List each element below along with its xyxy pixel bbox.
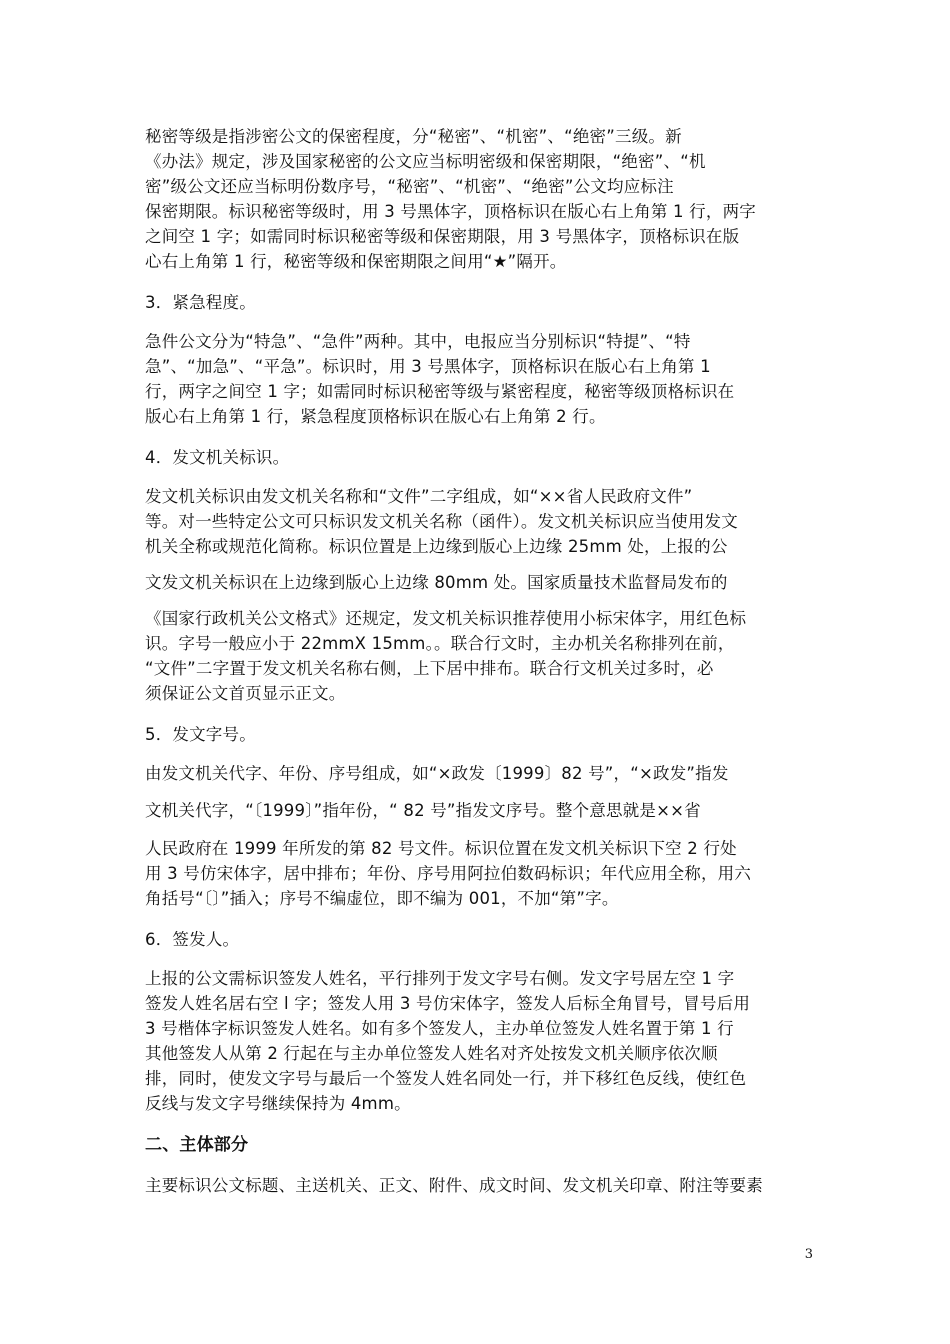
- text-line: 之间空 1 字；如需同时标识秘密等级和保密期限，用 3 号黑体字，顶格标识在版: [145, 227, 740, 246]
- section-heading-main-body: 二、主体部分: [145, 1135, 249, 1155]
- page-number: 3: [804, 1247, 813, 1262]
- text-line: 识。字号一般应小于 22mmX 15mm。。联合行文时，主办机关名称排列在前，: [145, 634, 735, 653]
- text-line: 人民政府在 1999 年所发的第 82 号文件。标识位置在发文机关标识下空 2 行处: [145, 839, 737, 858]
- section-heading-document-number: 5．发文字号。: [145, 725, 256, 744]
- text-line: 《办法》规定，涉及国家秘密的公文应当标明密级和保密期限，“绝密”、“机: [145, 152, 706, 171]
- text-line: 排，同时，使发文字号与最后一个签发人姓名同处一行，并下移红色反线，使红色: [145, 1069, 747, 1088]
- text-line: 发文机关标识由发文机关名称和“文件”二字组成，如“××省人民政府文件”: [145, 487, 693, 506]
- text-line: 3 号楷体字标识签发人姓名。如有多个签发人，主办单位签发人姓名置于第 1 行: [145, 1019, 734, 1038]
- section-heading-signer: 6．签发人。: [145, 930, 240, 949]
- text-line: 《国家行政机关公文格式》还规定，发文机关标识推荐使用小标宋体字，用红色标: [145, 609, 747, 628]
- text-line: 保密期限。标识秘密等级时，用 3 号黑体字，顶格标识在版心右上角第 1 行，两字: [145, 202, 756, 221]
- text-line: 等。对一些特定公文可只标识发文机关名称（函件）。发文机关标识应当使用发文: [145, 512, 738, 531]
- text-line: 角括号“〔〕”插入；序号不编虚位，即不编为 001，不加“第”字。: [145, 889, 619, 908]
- text-line: 上报的公文需标识签发人姓名，平行排列于发文字号右侧。发文字号居左空 1 字: [145, 969, 735, 988]
- text-line: 密”级公文还应当标明份数序号，“秘密”、“机密”、“绝密”公文均应标注: [145, 177, 674, 196]
- text-line: 主要标识公文标题、主送机关、正文、附件、成文时间、发文机关印章、附注等要素: [145, 1176, 763, 1195]
- text-line: 急”、“加急”、“平急”。标识时，用 3 号黑体字，顶格标识在版心右上角第 1: [145, 357, 711, 376]
- text-line: 心右上角第 1 行，秘密等级和保密期限之间用“★”隔开。: [145, 252, 567, 271]
- text-line: 签发人姓名居右空 l 字；签发人用 3 号仿宋体字，签发人后标全角冒号，冒号后用: [145, 994, 751, 1013]
- section-heading-issuer-mark: 4．发文机关标识。: [145, 448, 290, 467]
- section-heading-urgency: 3．紧急程度。: [145, 293, 256, 312]
- text-line: 机关全称或规范化简称。标识位置是上边缘到版心上边缘 25mm 处，上报的公: [145, 537, 728, 556]
- text-line: 版心右上角第 1 行，紧急程度顶格标识在版心右上角第 2 行。: [145, 407, 606, 426]
- text-line: 反线与发文字号继续保持为 4mm。: [145, 1094, 411, 1113]
- text-line: 秘密等级是指涉密公文的保密程度，分“秘密”、“机密”、“绝密”三级。新: [145, 127, 682, 146]
- text-line: 用 3 号仿宋体字，居中排布；年份、序号用阿拉伯数码标识；年代应用全称，用六: [145, 864, 752, 883]
- text-line: 文发文机关标识在上边缘到版心上边缘 80mm 处。国家质量技术监督局发布的: [145, 573, 728, 592]
- text-line: 其他签发人从第 2 行起在与主办单位签发人姓名对齐处按发文机关顺序依次顺: [145, 1044, 718, 1063]
- text-line: 须保证公文首页显示正文。: [145, 684, 346, 703]
- text-line: 文机关代字，“〔1999〕”指年份，“ 82 号”指发文序号。整个意思就是××省: [145, 801, 701, 820]
- text-line: 急件公文分为“特急”、“急件”两种。其中，电报应当分别标识“特提”、“特: [145, 332, 691, 351]
- text-line: 由发文机关代字、年份、序号组成，如“×政发〔1999〕82 号”，“×政发”指发: [145, 764, 729, 783]
- text-line: 行，两字之间空 1 字；如需同时标识秘密等级与紧密程度，秘密等级顶格标识在: [145, 382, 735, 401]
- text-line: “文件”二字置于发文机关名称右侧，上下居中排布。联合行文机关过多时，必: [145, 659, 714, 678]
